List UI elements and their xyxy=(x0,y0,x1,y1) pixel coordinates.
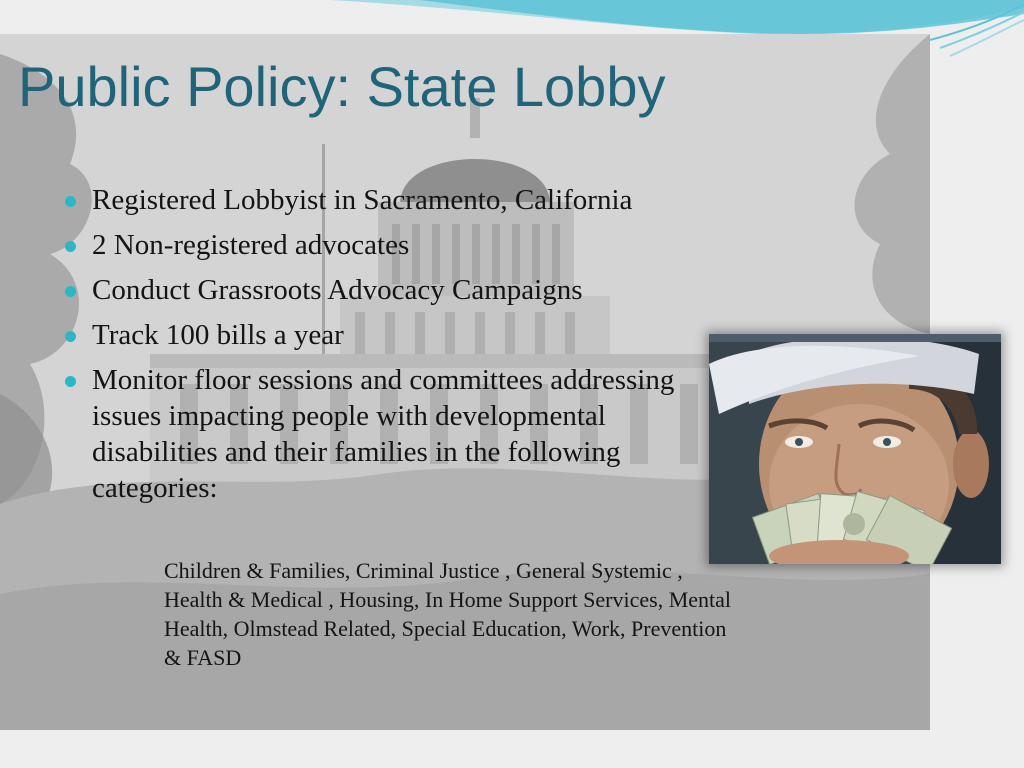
bullet-item xyxy=(62,182,722,218)
bullet-text: Registered Lobbyist in Sacramento, California xyxy=(92,184,633,216)
categories-text: Children & Families, Criminal Justice , General Systemic , Health & Medical , Housing, In Home Support Services, Mental Health, Olmstead Related, Special Education, Work, Prevention & FASD xyxy=(164,558,732,670)
bullet-text: Monitor floor sessions and committees addressing issues impacting people with developmental disabilities and their families in the following categories: xyxy=(92,364,675,504)
bullet-dot-icon xyxy=(65,331,76,342)
bullet-dot-icon xyxy=(65,196,76,207)
bullet-item xyxy=(62,272,722,308)
man-with-money-photo xyxy=(709,334,1001,564)
man-with-money-illustration xyxy=(709,334,1001,564)
bullet-dot-icon xyxy=(65,286,76,297)
slide-title: Public Policy: State Lobby xyxy=(18,55,666,118)
bullet-text: Conduct Grassroots Advocacy Campaigns xyxy=(92,274,583,306)
bullet-item xyxy=(62,362,722,506)
bullet-dot-icon xyxy=(65,376,76,387)
bullet-list xyxy=(62,182,722,515)
bullet-text: 2 Non-registered advocates xyxy=(92,229,410,261)
bullet-item xyxy=(62,227,722,263)
bullet-item xyxy=(62,317,722,353)
bullet-text: Track 100 bills a year xyxy=(92,319,344,351)
bullet-dot-icon xyxy=(65,241,76,252)
